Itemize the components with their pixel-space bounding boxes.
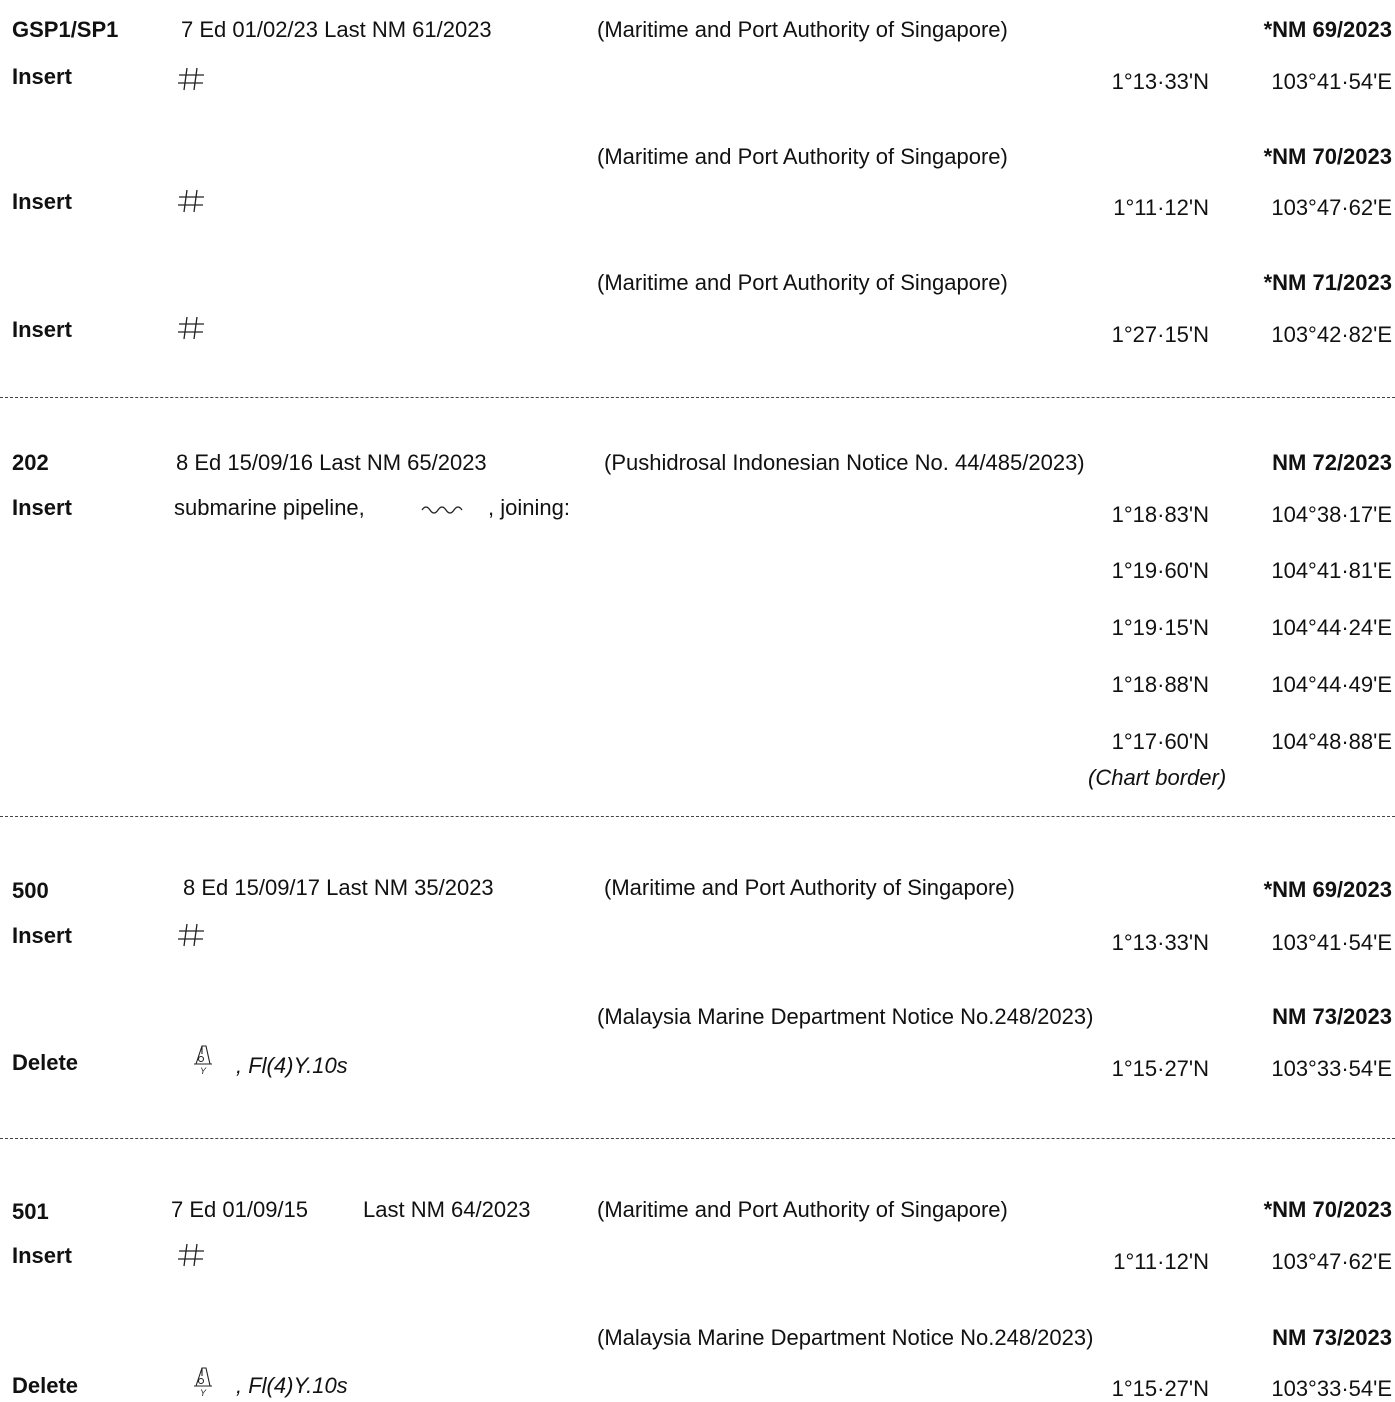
chart-number: 501: [12, 1199, 49, 1224]
nm-number: *NM 70/2023: [1263, 144, 1392, 169]
wreck-hash-icon: [176, 313, 208, 343]
wreck-hash-icon: [176, 186, 208, 216]
light-characteristic: , Fl(4)Y.10s: [236, 1053, 348, 1078]
light-buoy-icon: [192, 1364, 214, 1398]
nm-number: NM 72/2023: [1272, 450, 1392, 475]
light-characteristic: , Fl(4)Y.10s: [236, 1373, 348, 1398]
action-label: Insert: [12, 64, 72, 89]
chart-number: 202: [12, 450, 49, 475]
nm-number: NM 73/2023: [1272, 1325, 1392, 1350]
longitude: 103°42·82'E: [1271, 322, 1392, 347]
section-divider: [0, 816, 1395, 817]
chart-edition: 8 Ed 15/09/17 Last NM 35/2023: [183, 875, 494, 900]
longitude: 103°41·54'E: [1271, 930, 1392, 955]
longitude: 104°48·88'E: [1271, 729, 1392, 754]
light-buoy-icon: [192, 1042, 214, 1076]
nm-number: *NM 69/2023: [1263, 17, 1392, 42]
chart-number: GSP1/SP1: [12, 17, 119, 42]
section-divider: [0, 1138, 1395, 1139]
latitude: 1°15·27'N: [1111, 1376, 1209, 1401]
chart-edition: 7 Ed 01/09/15: [171, 1197, 309, 1222]
nm-number: *NM 69/2023: [1263, 877, 1392, 902]
action-label: Insert: [12, 189, 72, 214]
svg-text:Y: Y: [200, 1066, 207, 1076]
longitude: 103°47·62'E: [1271, 195, 1392, 220]
nm-number: *NM 71/2023: [1263, 270, 1392, 295]
latitude: 1°17·60'N: [1111, 729, 1209, 754]
latitude: 1°11·12'N: [1113, 1249, 1209, 1274]
latitude: 1°15·27'N: [1111, 1056, 1209, 1081]
latitude: 1°13·33'N: [1111, 69, 1209, 94]
latitude: 1°18·88'N: [1111, 672, 1209, 697]
latitude: 1°19·60'N: [1111, 558, 1209, 583]
authority-source: (Malaysia Marine Department Notice No.248/2023): [597, 1004, 1094, 1029]
authority-source: (Maritime and Port Authority of Singapore): [597, 270, 1008, 295]
nm-number: NM 73/2023: [1272, 1004, 1392, 1029]
longitude: 103°41·54'E: [1271, 69, 1392, 94]
latitude: 1°27·15'N: [1111, 322, 1209, 347]
feature-description: submarine pipeline,: [174, 495, 365, 520]
authority-source: (Maritime and Port Authority of Singapore): [597, 17, 1008, 42]
longitude: 104°44·24'E: [1271, 615, 1392, 640]
authority-source: (Maritime and Port Authority of Singapore): [597, 144, 1008, 169]
feature-description: , joining:: [488, 495, 570, 520]
authority-source: (Pushidrosal Indonesian Notice No. 44/485/2023): [604, 450, 1085, 475]
action-label: Delete: [12, 1373, 79, 1398]
wreck-hash-icon: [176, 920, 208, 950]
longitude: 103°33·54'E: [1271, 1376, 1392, 1401]
last-nm: Last NM 64/2023: [363, 1197, 531, 1222]
nm-number: *NM 70/2023: [1263, 1197, 1392, 1222]
latitude: 1°19·15'N: [1111, 615, 1209, 640]
chart-edition: 8 Ed 15/09/16 Last NM 65/2023: [176, 450, 487, 475]
svg-text:Y: Y: [200, 1388, 207, 1398]
longitude: 104°41·81'E: [1271, 558, 1392, 583]
section-divider: [0, 397, 1395, 398]
wreck-hash-icon: [176, 1240, 208, 1270]
chart-number: 500: [12, 878, 49, 903]
authority-source: (Malaysia Marine Department Notice No.248/2023): [597, 1325, 1094, 1350]
longitude: 104°38·17'E: [1271, 502, 1392, 527]
longitude: 104°44·49'E: [1271, 672, 1392, 697]
action-label: Insert: [12, 923, 72, 948]
wreck-hash-icon: [176, 64, 208, 94]
authority-source: (Maritime and Port Authority of Singapore): [604, 875, 1015, 900]
authority-source: (Maritime and Port Authority of Singapore): [597, 1197, 1008, 1222]
longitude: 103°47·62'E: [1271, 1249, 1392, 1274]
latitude: 1°18·83'N: [1111, 502, 1209, 527]
latitude: 1°13·33'N: [1111, 930, 1209, 955]
longitude: 103°33·54'E: [1271, 1056, 1392, 1081]
latitude: 1°11·12'N: [1113, 195, 1209, 220]
chart-border-note: (Chart border): [1088, 765, 1227, 790]
action-label: Delete: [12, 1050, 79, 1075]
action-label: Insert: [12, 1243, 72, 1268]
chart-edition: 7 Ed 01/02/23 Last NM 61/2023: [181, 17, 492, 42]
action-label: Insert: [12, 317, 72, 342]
pipeline-wave-icon: [420, 500, 468, 516]
action-label: Insert: [12, 495, 72, 520]
